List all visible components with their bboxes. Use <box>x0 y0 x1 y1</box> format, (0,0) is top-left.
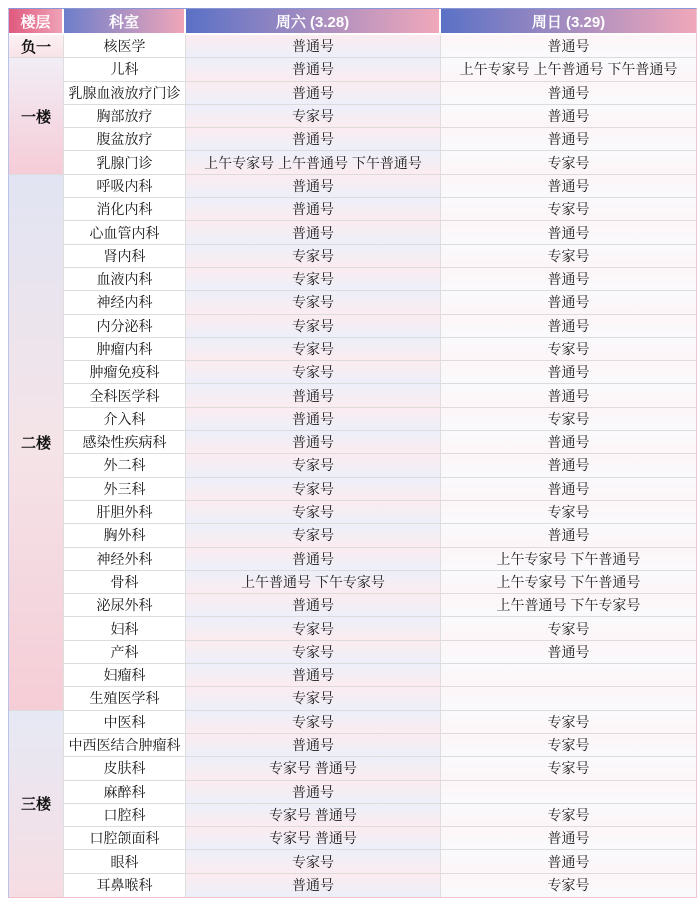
saturday-value-cell: 专家号 普通号 <box>186 804 441 827</box>
sunday-value-cell: 专家号 <box>441 151 696 174</box>
sunday-value-cell: 专家号 <box>441 501 696 524</box>
table-row <box>9 571 696 594</box>
saturday-value-cell: 专家号 <box>186 315 441 338</box>
header-sunday: 周日 (3.29) <box>441 9 696 35</box>
department-cell: 皮肤科 <box>64 757 186 780</box>
sunday-value-cell: 专家号 <box>441 874 696 897</box>
sunday-value-cell: 普通号 <box>441 478 696 501</box>
sunday-value-cell: 普通号 <box>441 35 696 58</box>
department-cell: 儿科 <box>64 58 186 81</box>
department-cell: 骨科 <box>64 571 186 594</box>
saturday-value-cell: 专家号 <box>186 641 441 664</box>
table-row <box>9 361 696 384</box>
sunday-value-cell: 普通号 <box>441 454 696 477</box>
saturday-value-cell: 专家号 <box>186 478 441 501</box>
table-row <box>9 245 696 268</box>
table-row <box>9 151 696 174</box>
department-cell: 乳腺门诊 <box>64 151 186 174</box>
department-cell: 感染性疾病科 <box>64 431 186 454</box>
department-cell: 肿瘤免疫科 <box>64 361 186 384</box>
department-cell: 全科医学科 <box>64 384 186 407</box>
department-cell: 胸部放疗 <box>64 105 186 128</box>
table-row <box>9 384 696 407</box>
saturday-value-cell: 专家号 普通号 <box>186 827 441 850</box>
table-row <box>9 82 696 105</box>
department-cell: 胸外科 <box>64 524 186 547</box>
sunday-value-cell: 普通号 <box>441 175 696 198</box>
saturday-value-cell: 普通号 <box>186 128 441 151</box>
header-row <box>9 9 696 35</box>
department-cell: 肝胆外科 <box>64 501 186 524</box>
floor-cell: 三楼 <box>9 711 64 897</box>
table-row <box>9 641 696 664</box>
sunday-value-cell: 普通号 <box>441 827 696 850</box>
saturday-value-cell: 专家号 <box>186 245 441 268</box>
sunday-value-cell: 专家号 <box>441 617 696 640</box>
department-cell: 内分泌科 <box>64 315 186 338</box>
department-cell: 外三科 <box>64 478 186 501</box>
saturday-value-cell: 普通号 <box>186 198 441 221</box>
department-cell: 中医科 <box>64 711 186 734</box>
table-row <box>9 338 696 361</box>
saturday-value-cell: 专家号 <box>186 617 441 640</box>
department-cell: 呼吸内科 <box>64 175 186 198</box>
table-row <box>9 268 696 291</box>
sunday-value-cell: 普通号 <box>441 850 696 873</box>
table-row <box>9 734 696 757</box>
saturday-value-cell: 普通号 <box>186 384 441 407</box>
floor-cell: 负一 <box>9 35 64 58</box>
department-cell: 泌尿外科 <box>64 594 186 617</box>
saturday-value-cell: 专家号 <box>186 338 441 361</box>
table-row <box>9 35 696 58</box>
saturday-value-cell: 普通号 <box>186 734 441 757</box>
table-row <box>9 315 696 338</box>
table-row <box>9 711 696 734</box>
hospital-registration-schedule-table <box>9 9 696 897</box>
sunday-value-cell: 普通号 <box>441 268 696 291</box>
saturday-value-cell: 普通号 <box>186 35 441 58</box>
department-cell: 麻醉科 <box>64 781 186 804</box>
table-row <box>9 221 696 244</box>
header-floor: 楼层 <box>9 9 64 35</box>
saturday-value-cell: 专家号 <box>186 711 441 734</box>
sunday-value-cell: 专家号 <box>441 245 696 268</box>
sunday-value-cell: 专家号 <box>441 804 696 827</box>
department-cell: 介入科 <box>64 408 186 431</box>
saturday-value-cell: 专家号 普通号 <box>186 757 441 780</box>
department-cell: 血液内科 <box>64 268 186 291</box>
saturday-value-cell: 专家号 <box>186 268 441 291</box>
department-cell: 外二科 <box>64 454 186 477</box>
sunday-value-cell: 专家号 <box>441 338 696 361</box>
schedule-table-frame <box>8 8 697 898</box>
table-body <box>9 35 696 897</box>
table-row <box>9 617 696 640</box>
saturday-value-cell: 专家号 <box>186 361 441 384</box>
table-row <box>9 58 696 81</box>
department-cell: 中西医结合肿瘤科 <box>64 734 186 757</box>
floor-cell: 一楼 <box>9 58 64 174</box>
table-row <box>9 874 696 897</box>
saturday-value-cell: 普通号 <box>186 664 441 687</box>
saturday-value-cell: 普通号 <box>186 82 441 105</box>
saturday-value-cell: 专家号 <box>186 524 441 547</box>
floor-cell: 二楼 <box>9 175 64 711</box>
department-cell: 口腔科 <box>64 804 186 827</box>
table-row <box>9 827 696 850</box>
sunday-value-cell: 上午专家号 下午普通号 <box>441 548 696 571</box>
saturday-value-cell: 普通号 <box>186 58 441 81</box>
saturday-value-cell: 专家号 <box>186 501 441 524</box>
table-row <box>9 128 696 151</box>
sunday-value-cell: 专家号 <box>441 711 696 734</box>
sunday-value-cell: 普通号 <box>441 431 696 454</box>
saturday-value-cell: 普通号 <box>186 548 441 571</box>
saturday-value-cell: 普通号 <box>186 221 441 244</box>
header-department: 科室 <box>64 9 186 35</box>
saturday-value-cell: 上午专家号 上午普通号 下午普通号 <box>186 151 441 174</box>
saturday-value-cell: 专家号 <box>186 850 441 873</box>
department-cell: 生殖医学科 <box>64 687 186 710</box>
saturday-value-cell: 上午普通号 下午专家号 <box>186 571 441 594</box>
saturday-value-cell: 普通号 <box>186 874 441 897</box>
sunday-value-cell: 普通号 <box>441 291 696 314</box>
table-row <box>9 454 696 477</box>
table-row <box>9 687 696 710</box>
saturday-value-cell: 普通号 <box>186 408 441 431</box>
table-row <box>9 664 696 687</box>
department-cell: 心血管内科 <box>64 221 186 244</box>
saturday-value-cell: 专家号 <box>186 105 441 128</box>
department-cell: 腹盆放疗 <box>64 128 186 151</box>
department-cell: 口腔颌面科 <box>64 827 186 850</box>
saturday-value-cell: 普通号 <box>186 175 441 198</box>
sunday-value-cell: 专家号 <box>441 734 696 757</box>
department-cell: 核医学 <box>64 35 186 58</box>
saturday-value-cell: 普通号 <box>186 781 441 804</box>
table-row <box>9 524 696 547</box>
table-row <box>9 478 696 501</box>
table-row <box>9 501 696 524</box>
table-row <box>9 757 696 780</box>
department-cell: 眼科 <box>64 850 186 873</box>
department-cell: 产科 <box>64 641 186 664</box>
sunday-value-cell: 普通号 <box>441 221 696 244</box>
sunday-value-cell: 普通号 <box>441 524 696 547</box>
sunday-value-cell <box>441 664 696 687</box>
sunday-value-cell: 上午专家号 上午普通号 下午普通号 <box>441 58 696 81</box>
sunday-value-cell: 上午普通号 下午专家号 <box>441 594 696 617</box>
table-row <box>9 548 696 571</box>
department-cell: 肿瘤内科 <box>64 338 186 361</box>
department-cell: 乳腺血液放疗门诊 <box>64 82 186 105</box>
table-row <box>9 175 696 198</box>
table-row <box>9 431 696 454</box>
sunday-value-cell: 上午专家号 下午普通号 <box>441 571 696 594</box>
saturday-value-cell: 普通号 <box>186 431 441 454</box>
department-cell: 妇瘤科 <box>64 664 186 687</box>
sunday-value-cell: 专家号 <box>441 198 696 221</box>
table-row <box>9 198 696 221</box>
header-saturday: 周六 (3.28) <box>186 9 441 35</box>
sunday-value-cell: 普通号 <box>441 128 696 151</box>
table-row <box>9 781 696 804</box>
table-row <box>9 291 696 314</box>
sunday-value-cell: 普通号 <box>441 82 696 105</box>
table-row <box>9 804 696 827</box>
saturday-value-cell: 专家号 <box>186 687 441 710</box>
table-row <box>9 105 696 128</box>
department-cell: 神经外科 <box>64 548 186 571</box>
table-row <box>9 408 696 431</box>
sunday-value-cell: 普通号 <box>441 105 696 128</box>
sunday-value-cell: 普通号 <box>441 361 696 384</box>
sunday-value-cell <box>441 687 696 710</box>
sunday-value-cell: 普通号 <box>441 384 696 407</box>
sunday-value-cell: 专家号 <box>441 408 696 431</box>
department-cell: 妇科 <box>64 617 186 640</box>
saturday-value-cell: 专家号 <box>186 454 441 477</box>
saturday-value-cell: 专家号 <box>186 291 441 314</box>
sunday-value-cell <box>441 781 696 804</box>
department-cell: 神经内科 <box>64 291 186 314</box>
sunday-value-cell: 专家号 <box>441 757 696 780</box>
saturday-value-cell: 普通号 <box>186 594 441 617</box>
department-cell: 消化内科 <box>64 198 186 221</box>
sunday-value-cell: 普通号 <box>441 315 696 338</box>
table-row <box>9 594 696 617</box>
table-row <box>9 850 696 873</box>
department-cell: 耳鼻喉科 <box>64 874 186 897</box>
department-cell: 肾内科 <box>64 245 186 268</box>
sunday-value-cell: 普通号 <box>441 641 696 664</box>
